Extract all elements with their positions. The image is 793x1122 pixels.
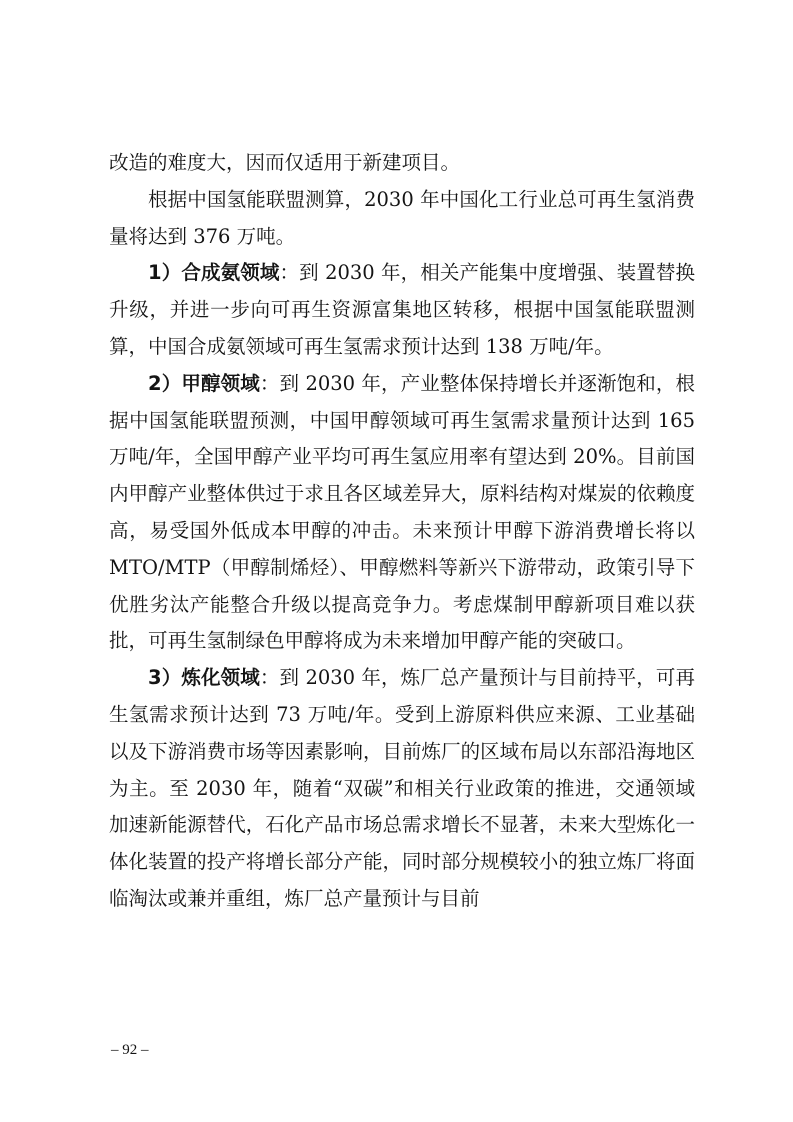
paragraph-text: 根据中国氢能联盟测算，2030 年中国化工行业总可再生氢消费量将达到 376 万吨。 bbox=[109, 187, 695, 248]
paragraph-refining bbox=[109, 660, 695, 918]
paragraph-methanol bbox=[109, 366, 695, 660]
page-number: – 92 – bbox=[111, 1042, 149, 1058]
paragraph-text: ：到 2030 年，相关产能集中度增强、装置替换升级，并进一步向可再生资源富集地区转移，根据中国氢能联盟测算，中国合成氨领域可再生氢需求预计达到 138 万吨/年。 bbox=[109, 261, 695, 358]
paragraph-ammonia bbox=[109, 255, 695, 365]
section-heading-refining: 3）炼化领域 bbox=[148, 666, 260, 690]
section-heading-ammonia: 1）合成氨领域 bbox=[148, 261, 280, 285]
paragraph-total-consumption bbox=[109, 182, 695, 256]
page-body bbox=[109, 145, 695, 918]
paragraph-continuation bbox=[109, 145, 695, 182]
paragraph-text: ：到 2030 年，产业整体保持增长并逐渐饱和，根据中国氢能联盟预测，中国甲醇领域可再生氢需求量预计达到 165 万吨/年，全国甲醇产业平均可再生氢应用率有望达到 20%。目前国内甲醇产业整体供过于求且各区域差异大，原料结构对煤炭的依赖度高，易受国外低成本甲醇的冲击。未来预计甲醇下游消费增长将以 MTO/MTP（甲醇制烯烃）、甲醇燃料等新兴下游带动，政策引导下优胜劣汰产能整合升级以提高竞争力。考虑煤制甲醇新项目难以获批，可再生氢制绿色甲醇将成为未来增加甲醇产能的突破口。 bbox=[109, 371, 695, 653]
paragraph-text: 改造的难度大，因而仅适用于新建项目。 bbox=[109, 151, 461, 174]
section-heading-methanol: 2）甲醇领域 bbox=[148, 371, 260, 395]
paragraph-text: ：到 2030 年，炼厂总产量预计与目前持平，可再生氢需求预计达到 73 万吨/年。受到上游原料供应来源、工业基础以及下游消费市场等因素影响，目前炼厂的区域布局以东部沿海地区为主。至 2030 年，随着“双碳”和相关行业政策的推进，交通领域加速新能源替代，石化产品市场总需求增长不显著，未来大型炼化一体化装置的投产将增长部分产能，同时部分规模较小的独立炼厂将面临淘汰或兼并重组，炼厂总产量预计与目前 bbox=[109, 666, 695, 910]
